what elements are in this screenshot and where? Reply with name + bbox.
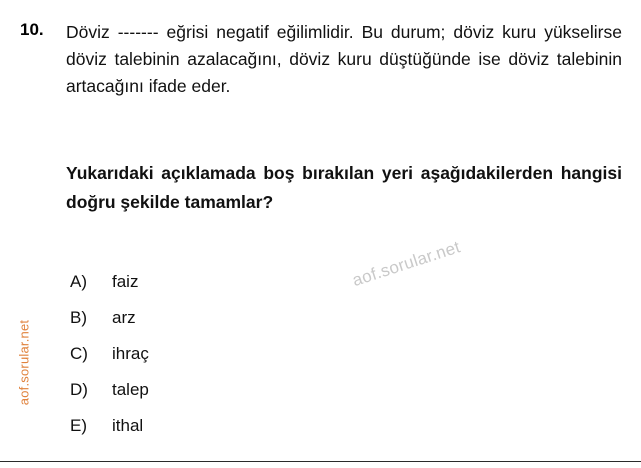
option-e[interactable] (70, 416, 470, 452)
vertical-watermark: aof.sorular.net (16, 319, 32, 406)
option-e-text: ithal (112, 416, 144, 435)
option-b[interactable] (70, 308, 470, 344)
option-d-text: talep (112, 380, 149, 399)
option-a-letter: A) (70, 272, 87, 291)
option-a-text: faiz (112, 272, 139, 291)
option-c-letter: C) (70, 344, 88, 363)
question-prompt (66, 159, 622, 217)
question-stem (66, 19, 622, 100)
question-prompt-text: Yukarıdaki açıklamada boş bırakılan yeri aşağıdakilerden hangisi doğru şekilde tamamlar? (66, 163, 622, 212)
diagonal-watermark: aof.sorular.net (350, 237, 463, 291)
option-d-letter: D) (70, 380, 88, 399)
answer-options (70, 272, 470, 452)
option-d[interactable] (70, 380, 470, 416)
option-c[interactable] (70, 344, 470, 380)
option-b-text: arz (112, 308, 136, 327)
question-stem-text: Döviz ------- eğrisi negatif eğilimlidir. Bu durum; döviz kuru yükselirse döviz talebinin azalacağını, döviz kuru düştüğünde ise döviz talebinin artacağını ifade eder. (66, 22, 622, 96)
question-number: 10. (20, 20, 44, 39)
page-bottom-divider (0, 461, 641, 462)
option-b-letter: B) (70, 308, 87, 327)
option-a[interactable] (70, 272, 470, 308)
option-c-text: ihraç (112, 344, 149, 363)
option-e-letter: E) (70, 416, 87, 435)
